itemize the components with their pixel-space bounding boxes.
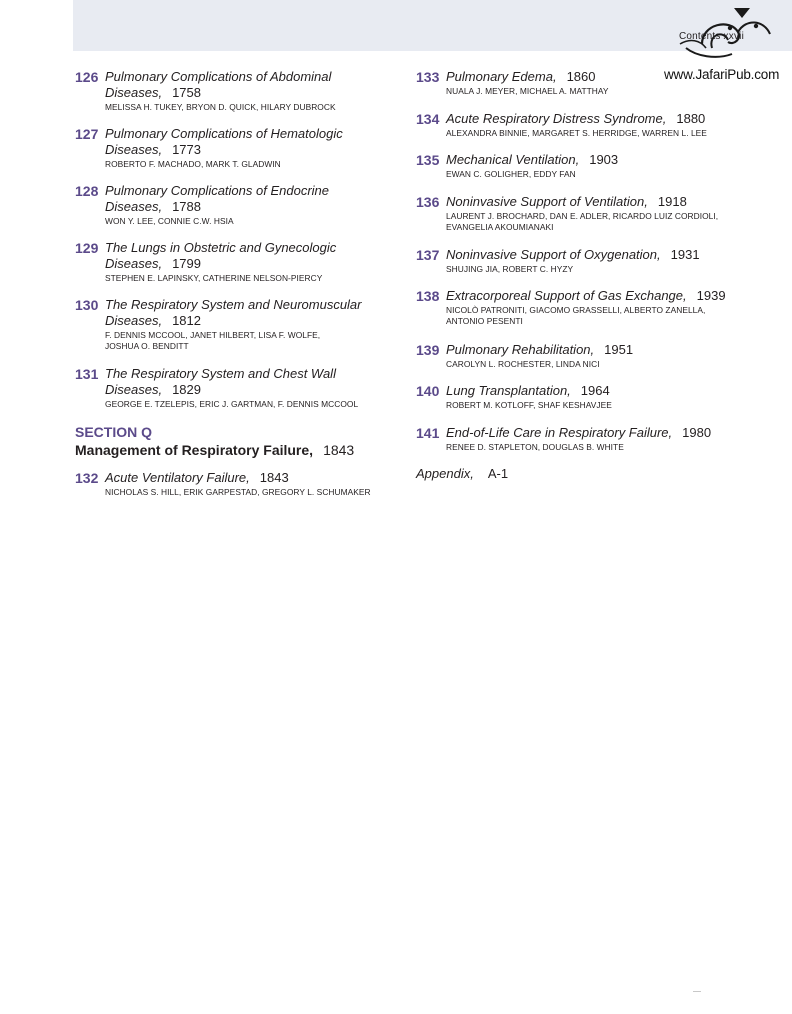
chapter-authors: F. DENNIS MCCOOL, JANET HILBERT, LISA F. WOLFE, JOSHUA O. BENDITT [105, 330, 321, 351]
chapter-title: Extracorporeal Support of Gas Exchange, 1939 [446, 288, 726, 303]
chapter-title: Pulmonary Edema, 1860 [446, 69, 596, 84]
toc-entry[interactable] [75, 297, 390, 352]
chapter-title: The Lungs in Obstetric and Gynecologic Diseases, 1799 [105, 240, 337, 271]
section-label: SECTION Q [75, 424, 153, 440]
page-number: A-1 [487, 466, 509, 481]
chapter-title: Pulmonary Complications of Abdominal Diseases, 1758 [105, 69, 332, 100]
chapter-number: 132 [75, 470, 99, 486]
toc-entry[interactable] [416, 383, 746, 411]
toc-entry[interactable] [416, 152, 746, 180]
chapter-authors: GEORGE E. TZELEPIS, ERIC J. GARTMAN, F. DENNIS MCCOOL [105, 399, 359, 409]
page-number: 1931 [670, 247, 700, 262]
chapter-authors: NUALA J. MEYER, MICHAEL A. MATTHAY [446, 86, 609, 96]
chapter-number: 139 [416, 342, 440, 358]
chapter-number: 137 [416, 247, 440, 263]
chapter-number: 126 [75, 69, 99, 85]
chapter-number: 134 [416, 111, 440, 127]
chapter-title: Lung Transplantation, 1964 [446, 383, 610, 398]
chapter-number: 128 [75, 183, 99, 199]
chapter-title: Acute Respiratory Distress Syndrome, 1880 [446, 111, 706, 126]
chapter-title: The Respiratory System and Neuromuscular Diseases, 1812 [105, 297, 362, 328]
toc-entry[interactable] [75, 366, 390, 410]
toc-entry[interactable] [75, 126, 390, 170]
chapter-number: 129 [75, 240, 99, 256]
page-number: 1829 [172, 382, 201, 397]
toc-entry[interactable] [75, 240, 390, 284]
chapter-authors: LAURENT J. BROCHARD, DAN E. ADLER, RICARDO LUIZ CORDIOLI, EVANGELIA AKOUMIANAKI [446, 211, 719, 232]
page-number: 1843 [259, 470, 289, 485]
chapter-title: Mechanical Ventilation, 1903 [446, 152, 619, 167]
chapter-number: 135 [416, 152, 440, 168]
chapter-number: 127 [75, 126, 99, 142]
page-number: 1951 [604, 342, 634, 357]
chapter-authors: CAROLYN L. ROCHESTER, LINDA NICI [446, 359, 600, 369]
chapter-number: 133 [416, 69, 440, 85]
toc-entry[interactable] [416, 425, 746, 453]
watermark-url: www.JafariPub.com [664, 67, 780, 82]
toc-entry[interactable] [416, 247, 746, 275]
page-number: 1918 [657, 194, 687, 209]
chapter-title: Pulmonary Rehabilitation, 1951 [446, 342, 634, 357]
chapter-authors: ROBERTO F. MACHADO, MARK T. GLADWIN [105, 159, 281, 169]
chapter-title: Acute Ventilatory Failure, 1843 [105, 470, 289, 485]
page-number: 1980 [682, 425, 712, 440]
page-number: 1860 [566, 69, 596, 84]
chapter-authors: MELISSA H. TUKEY, BRYON D. QUICK, HILARY DUBROCK [105, 102, 336, 112]
page-number: 1758 [172, 85, 201, 100]
running-header: Contents xxvii [678, 31, 744, 42]
page-number: 1903 [589, 152, 619, 167]
chapter-authors: ROBERT M. KOTLOFF, SHAF KESHAVJEE [446, 400, 612, 410]
toc-entry[interactable] [416, 194, 746, 233]
chapter-authors: NICHOLAS S. HILL, ERIK GARPESTAD, GREGORY L. SCHUMAKER [105, 487, 371, 497]
chapter-number: 136 [416, 194, 440, 210]
chapter-authors: WON Y. LEE, CONNIE C.W. HSIA [105, 216, 234, 226]
chapter-number: 138 [416, 288, 440, 304]
toc-entry[interactable] [416, 288, 746, 327]
chapter-authors: RENEE D. STAPLETON, DOUGLAS B. WHITE [446, 442, 624, 452]
page-number: 1880 [676, 111, 706, 126]
chapter-authors: EWAN C. GOLIGHER, EDDY FAN [446, 169, 576, 179]
section-title[interactable]: Management of Respiratory Failure, 1843 [75, 442, 355, 458]
page-number: 1843 [323, 442, 355, 458]
chapter-authors: STEPHEN E. LAPINSKY, CATHERINE NELSON-PIERCY [105, 273, 323, 283]
page-number: 1788 [172, 199, 201, 214]
chapter-authors: SHUJING JIA, ROBERT C. HYZY [446, 264, 574, 274]
toc-entry[interactable] [416, 111, 746, 139]
chapter-number: 140 [416, 383, 440, 399]
chapter-authors: NICOLÒ PATRONITI, GIACOMO GRASSELLI, ALBERTO ZANELLA, ANTONIO PESENTI [446, 305, 706, 326]
toc-entry[interactable] [75, 470, 390, 498]
chapter-title: Pulmonary Complications of Endocrine Diseases, 1788 [105, 183, 329, 214]
page-number: 1773 [172, 142, 201, 157]
appendix-entry[interactable]: Appendix, A-1 [416, 466, 509, 481]
toc-entry[interactable] [416, 342, 746, 370]
toc-entry[interactable] [75, 69, 390, 113]
toc-entry[interactable] [75, 183, 390, 227]
chapter-authors: ALEXANDRA BINNIE, MARGARET S. HERRIDGE, WARREN L. LEE [446, 128, 707, 138]
chapter-title: Noninvasive Support of Ventilation, 1918 [446, 194, 687, 209]
chapter-number: 131 [75, 366, 99, 382]
chapter-title: The Respiratory System and Chest Wall Diseases, 1829 [105, 366, 336, 397]
page-number: 1812 [172, 313, 201, 328]
page-number: 1964 [580, 383, 610, 398]
toc-entry[interactable] [416, 69, 746, 97]
page-number: 1939 [696, 288, 726, 303]
chapter-number: 130 [75, 297, 99, 313]
chapter-title: End-of-Life Care in Respiratory Failure, 1980 [446, 425, 712, 440]
page-number: 1799 [172, 256, 201, 271]
footer-mark [693, 991, 701, 992]
publisher-logo-icon [672, 4, 782, 66]
chapter-number: 141 [416, 425, 440, 441]
chapter-title: Noninvasive Support of Oxygenation, 1931 [446, 247, 700, 262]
chapter-title: Pulmonary Complications of Hematologic Diseases, 1773 [105, 126, 343, 157]
